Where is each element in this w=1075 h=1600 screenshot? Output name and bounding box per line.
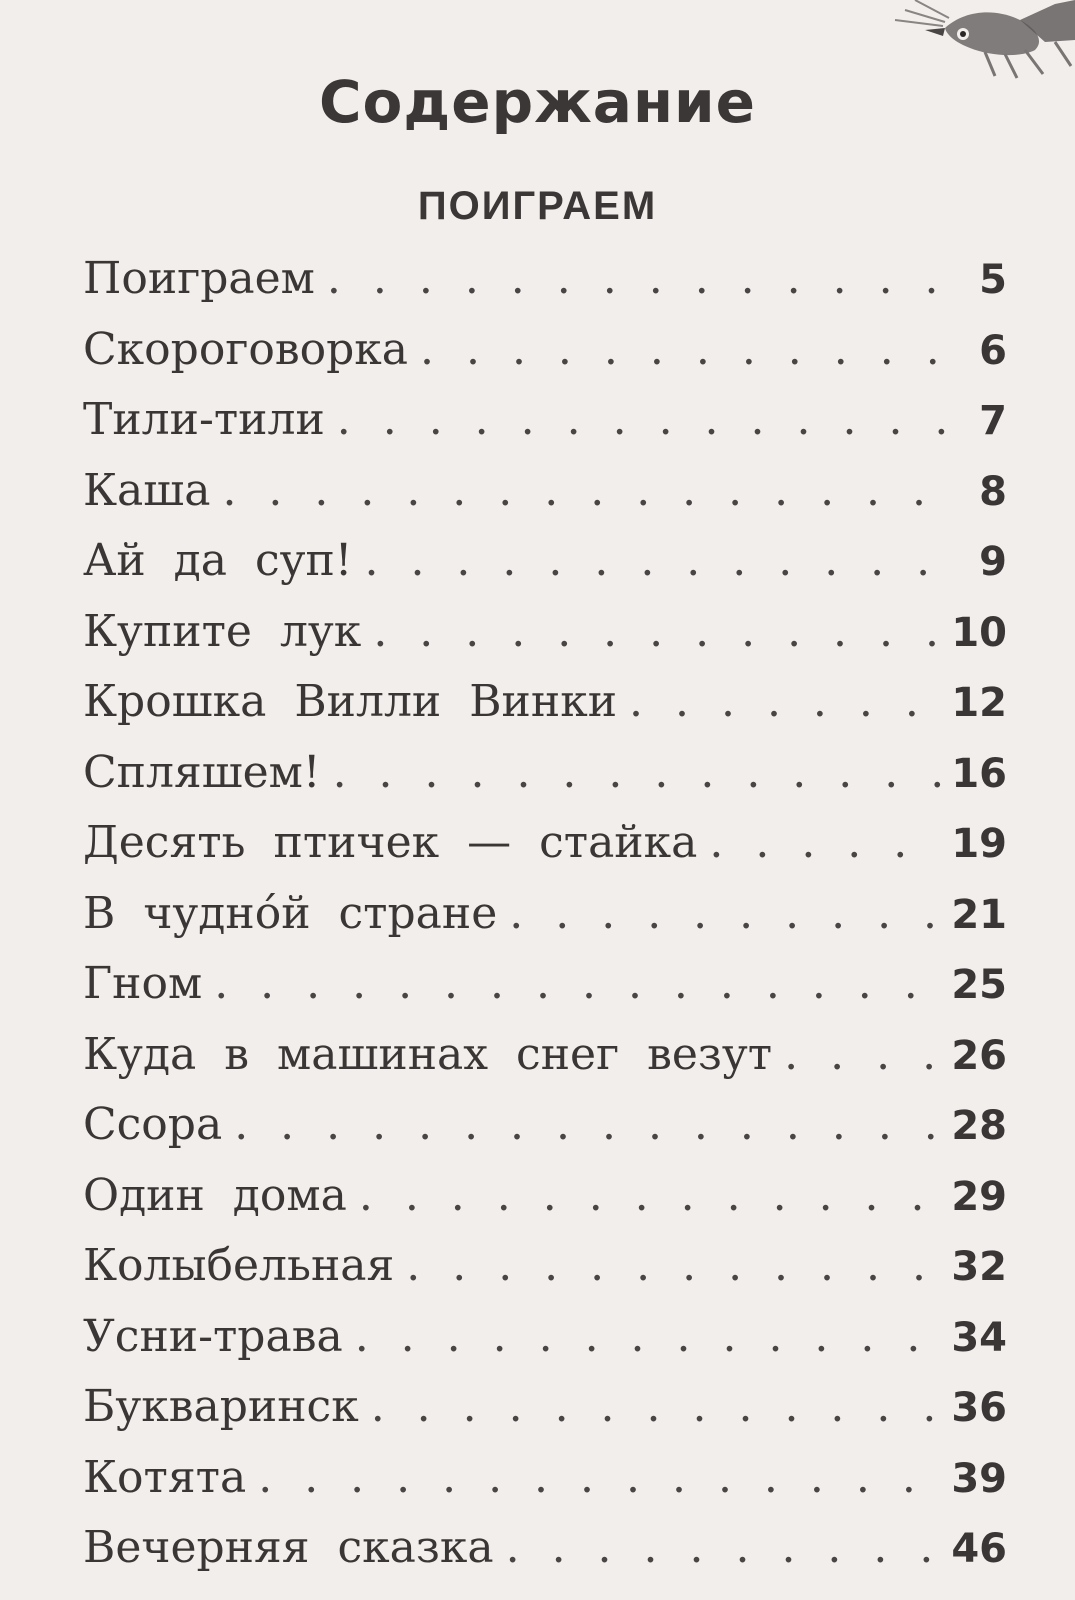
toc-item-title: Спляшем!: [83, 746, 321, 798]
toc-item-title: Десять птичек — стайка: [83, 817, 698, 868]
toc-item-title: Ссора: [83, 1099, 223, 1150]
toc-item[interactable]: [83, 1302, 1007, 1373]
toc-item-page: 7: [979, 398, 1007, 444]
toc-dot-leader: [364, 526, 947, 597]
toc-item-title: Букваринск: [83, 1381, 359, 1432]
toc-item[interactable]: [83, 879, 1007, 950]
toc-dot-leader: [406, 1231, 941, 1302]
toc-dot-leader: [709, 808, 941, 879]
toc-dot-leader: [373, 597, 941, 668]
toc-item[interactable]: [83, 597, 1007, 668]
toc-dot-leader: [337, 385, 947, 456]
toc-dot-leader: [509, 879, 941, 950]
toc-item-page: 12: [951, 680, 1007, 726]
toc-item[interactable]: [83, 1443, 1007, 1514]
toc-item-page: 29: [951, 1173, 1007, 1220]
toc-dot-leader: [327, 244, 947, 315]
toc-dot-leader: [333, 738, 942, 809]
toc-item-title: Куда в машинах снег везут: [83, 1028, 773, 1080]
toc-item-page: 10: [951, 609, 1007, 656]
toc-item-page: 32: [951, 1244, 1007, 1290]
toc-item-title: Один дома: [83, 1169, 347, 1221]
toc-dot-leader: [420, 315, 947, 386]
toc-item-page: 16: [951, 750, 1007, 797]
toc-item-title: Усни-трава: [83, 1310, 343, 1362]
toc-dot-leader: [359, 1161, 941, 1232]
toc-dot-leader: [355, 1302, 942, 1373]
toc-dot-leader: [784, 1020, 941, 1091]
toc-item-page: 28: [951, 1103, 1007, 1149]
toc-item-page: 25: [951, 962, 1007, 1008]
section-heading: ПОИГРАЕМ: [417, 184, 658, 228]
page-title: Содержание: [318, 68, 756, 136]
toc-item-page: 39: [951, 1455, 1007, 1502]
table-of-contents: [83, 244, 1007, 1584]
toc-item-title: Котята: [83, 1451, 247, 1503]
toc-item-page: 36: [951, 1385, 1007, 1431]
toc-item[interactable]: [83, 949, 1007, 1020]
toc-dot-leader: [234, 1090, 941, 1161]
toc-item[interactable]: [83, 1513, 1007, 1584]
toc-item[interactable]: [83, 1231, 1007, 1302]
toc-item[interactable]: [83, 1161, 1007, 1232]
toc-item-title: Колыбельная: [83, 1240, 395, 1291]
toc-item-page: 6: [979, 327, 1007, 374]
toc-item[interactable]: [83, 526, 1007, 597]
toc-item-page: 9: [979, 539, 1007, 585]
toc-dot-leader: [371, 1372, 942, 1443]
toc-item-title: Вечерняя сказка: [83, 1522, 494, 1573]
toc-item-title: Купите лук: [83, 605, 362, 657]
toc-item-page: 34: [951, 1314, 1007, 1361]
toc-item-title: Крошка Вилли Винки: [83, 676, 618, 727]
toc-item[interactable]: [83, 667, 1007, 738]
toc-item[interactable]: [83, 1372, 1007, 1443]
toc-dot-leader: [258, 1443, 941, 1514]
toc-item[interactable]: [83, 738, 1007, 809]
toc-item[interactable]: [83, 1020, 1007, 1091]
toc-item[interactable]: [83, 315, 1007, 386]
toc-dot-leader: [222, 456, 947, 527]
toc-item-title: В чудно́й стране: [83, 887, 498, 939]
toc-item-title: Каша: [83, 464, 211, 516]
toc-item-title: Тили-тили: [83, 394, 325, 445]
toc-item-page: 26: [951, 1032, 1007, 1079]
toc-dot-leader: [629, 667, 941, 738]
toc-item-page: 5: [979, 257, 1007, 303]
toc-item-page: 46: [951, 1526, 1007, 1572]
toc-item-page: 19: [951, 821, 1007, 867]
toc-dot-leader: [506, 1513, 942, 1584]
toc-item[interactable]: [83, 808, 1007, 879]
toc-item-title: Поиграем: [83, 253, 315, 304]
toc-item-page: 8: [979, 468, 1007, 515]
toc-item[interactable]: [83, 244, 1007, 315]
toc-dot-leader: [214, 949, 941, 1020]
toc-item-title: Гном: [83, 958, 203, 1009]
toc-item[interactable]: [83, 456, 1007, 527]
toc-item-title: Скороговорка: [83, 323, 409, 375]
toc-item-title: Ай да суп!: [83, 535, 353, 586]
toc-item-page: 21: [951, 891, 1007, 938]
toc-item[interactable]: [83, 385, 1007, 456]
toc-item[interactable]: [83, 1090, 1007, 1161]
